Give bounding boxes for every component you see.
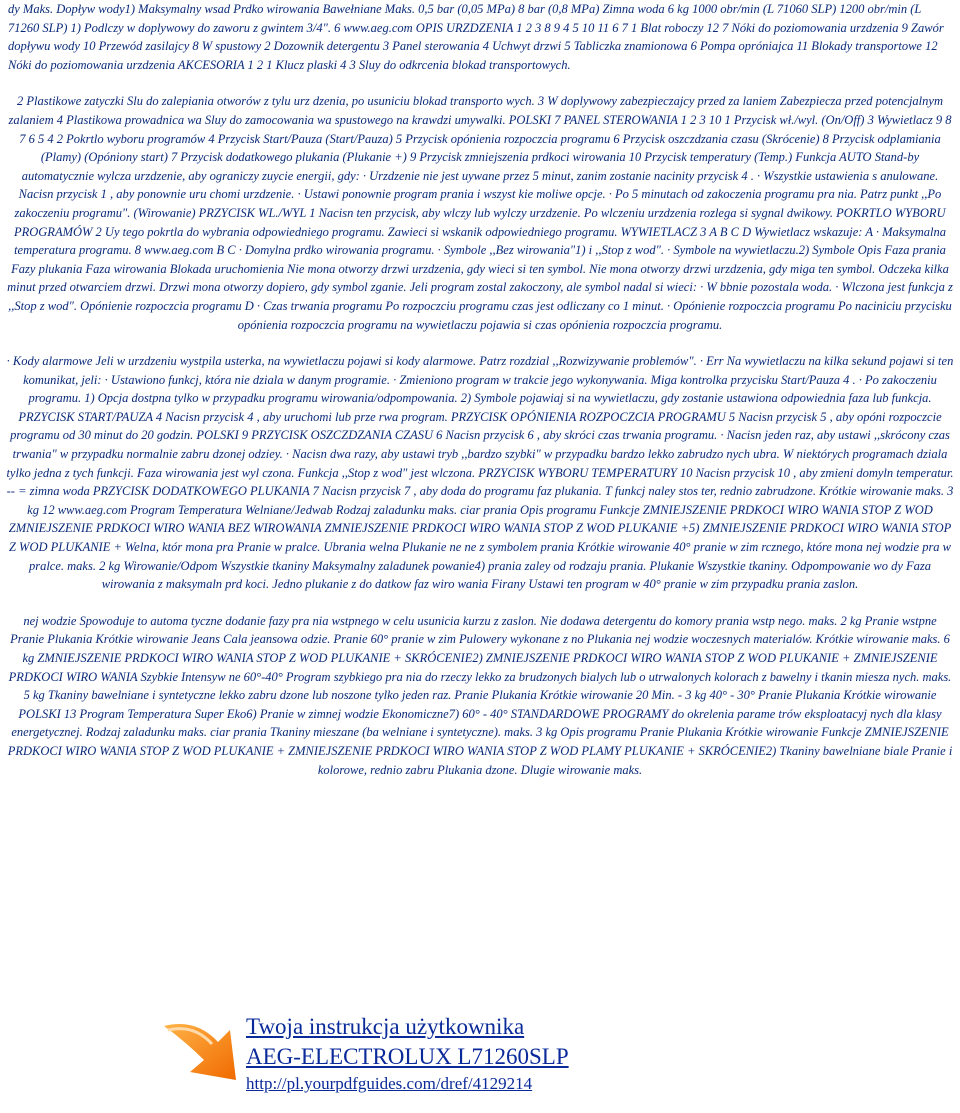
paragraph-device-description: dy Maks. Dopływ wody1) Maksymalny wsad Prdko wirowania Bawełniane Maks. 0,5 bar (0,05 MPa) 8 bar (0,8 MPa) Zimna woda 6 kg 1000 obr/min (L 71060 SLP) 1200 obr/min (L 71260 SLP) 1) Podlczy w doplywowy do zaworu z gwintem 3/4". 6 www.aeg.com OPIS URZDZENIA 1 2 3 8 9 4 5 10 11 6 7 1 Blat roboczy 12 7 Nóki do poziomowania urzdzenia 9 Zawór dopływu wody 10 Przewód zasilajcy 8 W spustowy 2 Dozownik detergentu 3 Panel sterowania 4 Uchwyt drzwi 5 Tabliczka znamionowa 6 Pompa opróniajca 11 Blokady transportowe 12 Nóki do poziomowania urzdzenia AKCESORIA 1 2 1 Klucz plaski 4 3 Sluy do odkrcenia blokad transportowych. bbox=[8, 2, 944, 72]
paragraph-control-panel: 2 Plastikowe zatyczki Slu do zalepiania otworów z tylu urz dzenia, po usuniciu blokad transporto wych. 3 W doplywowy zabezpieczajcy przed za laniem Zabezpiecza przed potencjalnym zalaniem 4 Plastikowa prowadnica wa Sluy do zamocowania wa spustowego na krawdzi umywalki. POLSKI 7 PANEL STEROWANIA 1 2 3 10 1 Przycisk wł./wyl. (On/Off) 3 Wywietlacz 9 8 7 6 5 4 2 Pokrtlo wyboru programów 4 Przycisk Start/Pauza (Start/Pauza) 5 Przycisk opónienia rozpoczcia programu 6 Przycisk oszczdzania czasu (Skrócenie) 8 Przycisk odplamiania (Plamy) (Opóniony start) 7 Przycisk dodatkowego plukania (Plukanie +) 9 Przycisk zmniejszenia prdkoci wirowania 10 Przycisk temperatury (Temp.) Funkcja AUTO Stand-by automatycznie wylcza urzdzenie, aby ograniczy zuycie energii, gdy: · Urzdzenie nie jest uywane przez 5 minut, zanim zostanie nacinity przycisk 4 . · Wszystkie ustawienia s anulowane. Nacisn przycisk 1 , aby ponownie uru chomi urzdzenie. · Ustawi ponownie program prania i wszyst kie moliwe opcje. · Po 5 minutach od zakoczenia programu pra nia. Patrz punkt ,,Po zakoczeniu programu". (Wirowanie) PRZYCISK WL./WYL 1 Nacisn ten przycisk, aby wlczy lub wylczy urzdzenie. Po wlczeniu urzdzenia rozlega si sygnal dwikowy. POKRTLO WYBORU PROGRAMÓW 2 Uy tego pokrtla do wybrania odpowiedniego programu. Zawieci si wskanik odpowiedniego programu. WYWIETLACZ 3 A B C D Wywietlacz wskazuje: A · Maksymalna temperatura programu. 8 www.aeg.com B C · Domylna prdko wirowania programu. · Symbole ,,Bez wirowania"1) i ,,Stop z wod". · Symbole na wywietlaczu.2) Symbole Opis Faza prania Fazy plukania Faza wirowania Blokada uruchomienia Nie mona otworzy drzwi urzdzenia, gdy wieci si ten symbol. Nie mona otworzy drzwi urzdzenia, gdy miga ten symbol. Odczeka kilka minut przed otwarciem drzwi. Drzwi mona otworzy dopiero, gdy symbol zganie. Jeli program zostal zakoczony, ale symbol nadal si wieci: · W bbnie pozostala woda. · Wlczona jest funkcja z ,,Stop z wod". Opónienie rozpoczcia programu D · Czas trwania programu Po rozpoczciu programu czas jest odliczany co 1 minut. · Opónienie rozpoczcia programu Po naciniciu przycisku opónienia rozpoczcia programu na wywietlaczu pojawia si czas opónienia rozpoczcia programu. bbox=[7, 94, 953, 332]
paragraph-gap bbox=[0, 334, 960, 352]
paragraph-alarm-codes-and-programs: · Kody alarmowe Jeli w urzdzeniu wystpila usterka, na wywietlaczu pojawi si kody alarmowe. Patrz rozdzial ,,Rozwizywanie problemów". · Err Na wywietlaczu na kilka sekund pojawi si ten komunikat, jeli: · Ustawiono funkcj, która nie dziala w danym programie. · Zmieniono program w trakcie jego wykonywania. Miga kontrolka przycisku Start/Pauza 4 . · Po zakoczeniu programu. 1) Opcja dostpna tylko w przypadku programu wirowania/odpompowania. 2) Symbole pojawiaj si na wywietlaczu, gdy zostanie ustawiona odpowiednia faza lub funkcja. PRZYCISK START/PAUZA 4 Nacisn przycisk 4 , aby uruchomi lub prze rwa program. PRZYCISK OPÓNIENIA ROZPOCZCIA PROGRAMU 5 Nacisn przycisk 5 , aby opóni rozpoczcie programu od 30 minut do 20 godzin. POLSKI 9 PRZYCISK OSZCZDZANIA CZASU 6 Nacisn przycisk 6 , aby skróci czas trwania programu. · Nacisn jeden raz, aby ustawi ,,skrócony czas trwania" w przypadku normalnie zabru dzonej odziey. · Nacisn dwa razy, aby ustawi tryb ,,bardzo szybki" w przypadku bardzo lekko zabrudzo nych ubra. W niektórych programach dziala tylko jedna z tych funkcji. Faza wirowania jest wyl czona. Funkcja ,,Stop z wod" jest wlczona. PRZYCISK WYBORU TEMPERATURY 10 Nacisn przycisk 10 , aby zmieni domyln temperatur. -- = zimna woda PRZYCISK DODATKOWEGO PLUKANIA 7 Nacisn przycisk 7 , aby doda do programu faz plukania. T funkcj naley stos ter, rednio zabrudzone. Krótkie wirowanie maks. 3 kg 12 www.aeg.com Program Temperatura Welniane/Jedwab Rodzaj zaladunku maks. ciar prania Opis programu Funkcje ZMNIEJSZENIE PRDKOCI WIRO WANIA STOP Z WOD ZMNIEJSZENIE PRDKOCI WIRO WANIA BEZ WIROWANIA ZMNIEJSZENIE PRDKOCI WIRO WANIA STOP Z WOD PLUKANIE +5) ZMNIEJSZENIE PRDKOCI WIRO WANIA STOP Z WOD PLUKANIE + Welna, któr mona pra Pranie w pralce. Ubrania welna Plukanie ne ne z symbolem prania Krótkie wirowanie 40° pranie w zim rcznego, które mona nej wodzie pra w pralce. maks. 2 kg Wirowanie/Odpom Wszystkie tkaniny Maksymalny zaladunek powanie4) prania zaley od rodzaju prania. Plukanie Wszystkie tkaniny. Odpompowanie wo dy Faza wirowania z maksymaln prd koci. Jedno plukanie z do datkow faz wiro wania Firany Ustawi ten program w 40° pranie w zim przypadku prania zaslon. bbox=[6, 354, 954, 592]
footer-banner bbox=[156, 1012, 856, 1104]
model-name-link[interactable]: AEG-ELECTROLUX L71260SLP bbox=[246, 1044, 569, 1069]
paragraph-gap bbox=[0, 74, 960, 92]
paragraph-gap bbox=[0, 594, 960, 612]
download-url-link[interactable]: http://pl.yourpdfguides.com/dref/4129214 bbox=[246, 1074, 533, 1093]
manual-title-link[interactable]: Twoja instrukcja użytkownika bbox=[246, 1014, 525, 1039]
download-arrow-icon bbox=[156, 1016, 248, 1096]
paragraph-program-table: nej wodzie Spowoduje to automa tyczne dodanie fazy pra nia wstpnego w celu usunicia kurzu z zaslon. Nie dodawa detergentu do komory prania wstp nego. maks. 2 kg Pranie wstpne Pranie Plukania Krótkie wirowanie Jeans Cala jeansowa odzie. Pranie 60° pranie w zim Pulowery wykonane z no Plukania nej wodzie woczesnych materialów. Krótkie wirowanie maks. 6 kg ZMNIEJSZENIE PRDKOCI WIRO WANIA STOP Z WOD PLUKANIE + SKRÓCENIE2) ZMNIEJSZENIE PRDKOCI WIRO WANIA STOP Z WOD PLUKANIE + ZMNIEJSZENIE PRDKOCI WIRO WANIA Szybkie Intensyw ne 60°-40° Program szybkiego pra nia do rzeczy lekko za brudzonych bialych lub o utrwalonych kolorach z bawelny i tkanin miesza nych. maks. 5 kg Tkaniny bawelniane i syntetyczne lekko zabru dzone lub noszone tylko jeden raz. Pranie Plukania Krótkie wirowanie 20 Min. - 3 kg 40° - 30° Pranie Plukania Krótkie wirowanie POLSKI 13 Program Temperatura Super Eko6) Pranie w zimnej wodzie Ekonomiczne7) 60° - 40° STANDARDOWE PROGRAMY do okrelenia parame trów eksploatacyj nych dla klasy energetycznej. Rodzaj zaladunku maks. ciar prania Tkaniny mieszane (ba welniane i syntetyczne). maks. 3 kg Opis programu Pranie Plukania Krótkie wirowanie Funkcje ZMNIEJSZENIE PRDKOCI WIRO WANIA STOP Z WOD PLUKANIE + ZMNIEJSZENIE PRDKOCI WIRO WANIA STOP Z WOD PLAMY PLUKANIE + SKRÓCENIE2) Tkaniny bawelniane biale Pranie i kolorowe, rednio zabru Plukania dzone. Dlugie wirowanie maks. bbox=[7, 613, 953, 777]
